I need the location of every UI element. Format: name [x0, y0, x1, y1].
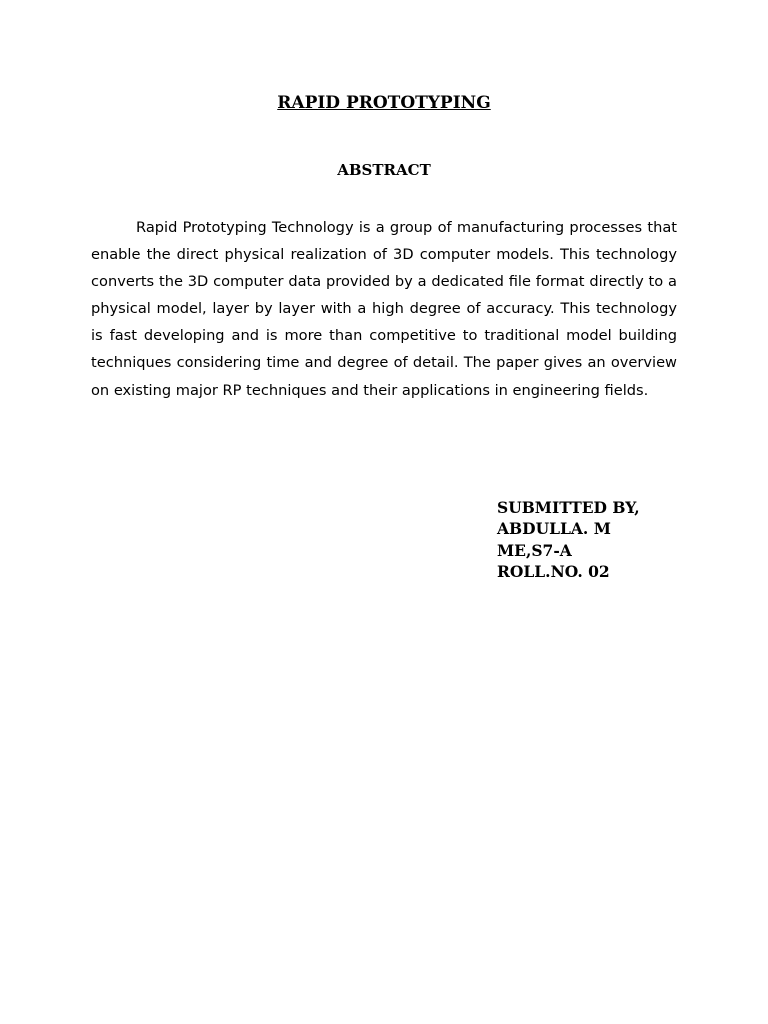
- author-roll-number: ROLL.NO. 02: [497, 561, 610, 581]
- author-name: ABDULLA. M: [497, 519, 611, 539]
- submitted-by-label: SUBMITTED BY,: [497, 498, 640, 517]
- author-class: ME,S7-A: [497, 540, 572, 560]
- submission-block: [497, 497, 757, 582]
- abstract-paragraph: Rapid Prototyping Technology is a group of manufacturing processes that enable the direct physical realization of 3D computer models. This technology converts the 3D computer data provided by a dedicated file format directly to a physical model, layer by layer with a high degree of accuracy. This technology is fast developing and is more than competitive to traditional model building techniques considering time and degree of detail. The paper gives an overview on existing major RP techniques and their applications in engineering fields.: [91, 219, 677, 399]
- document-title: RAPID PROTOTYPING: [277, 93, 491, 113]
- abstract-heading: ABSTRACT: [337, 161, 431, 179]
